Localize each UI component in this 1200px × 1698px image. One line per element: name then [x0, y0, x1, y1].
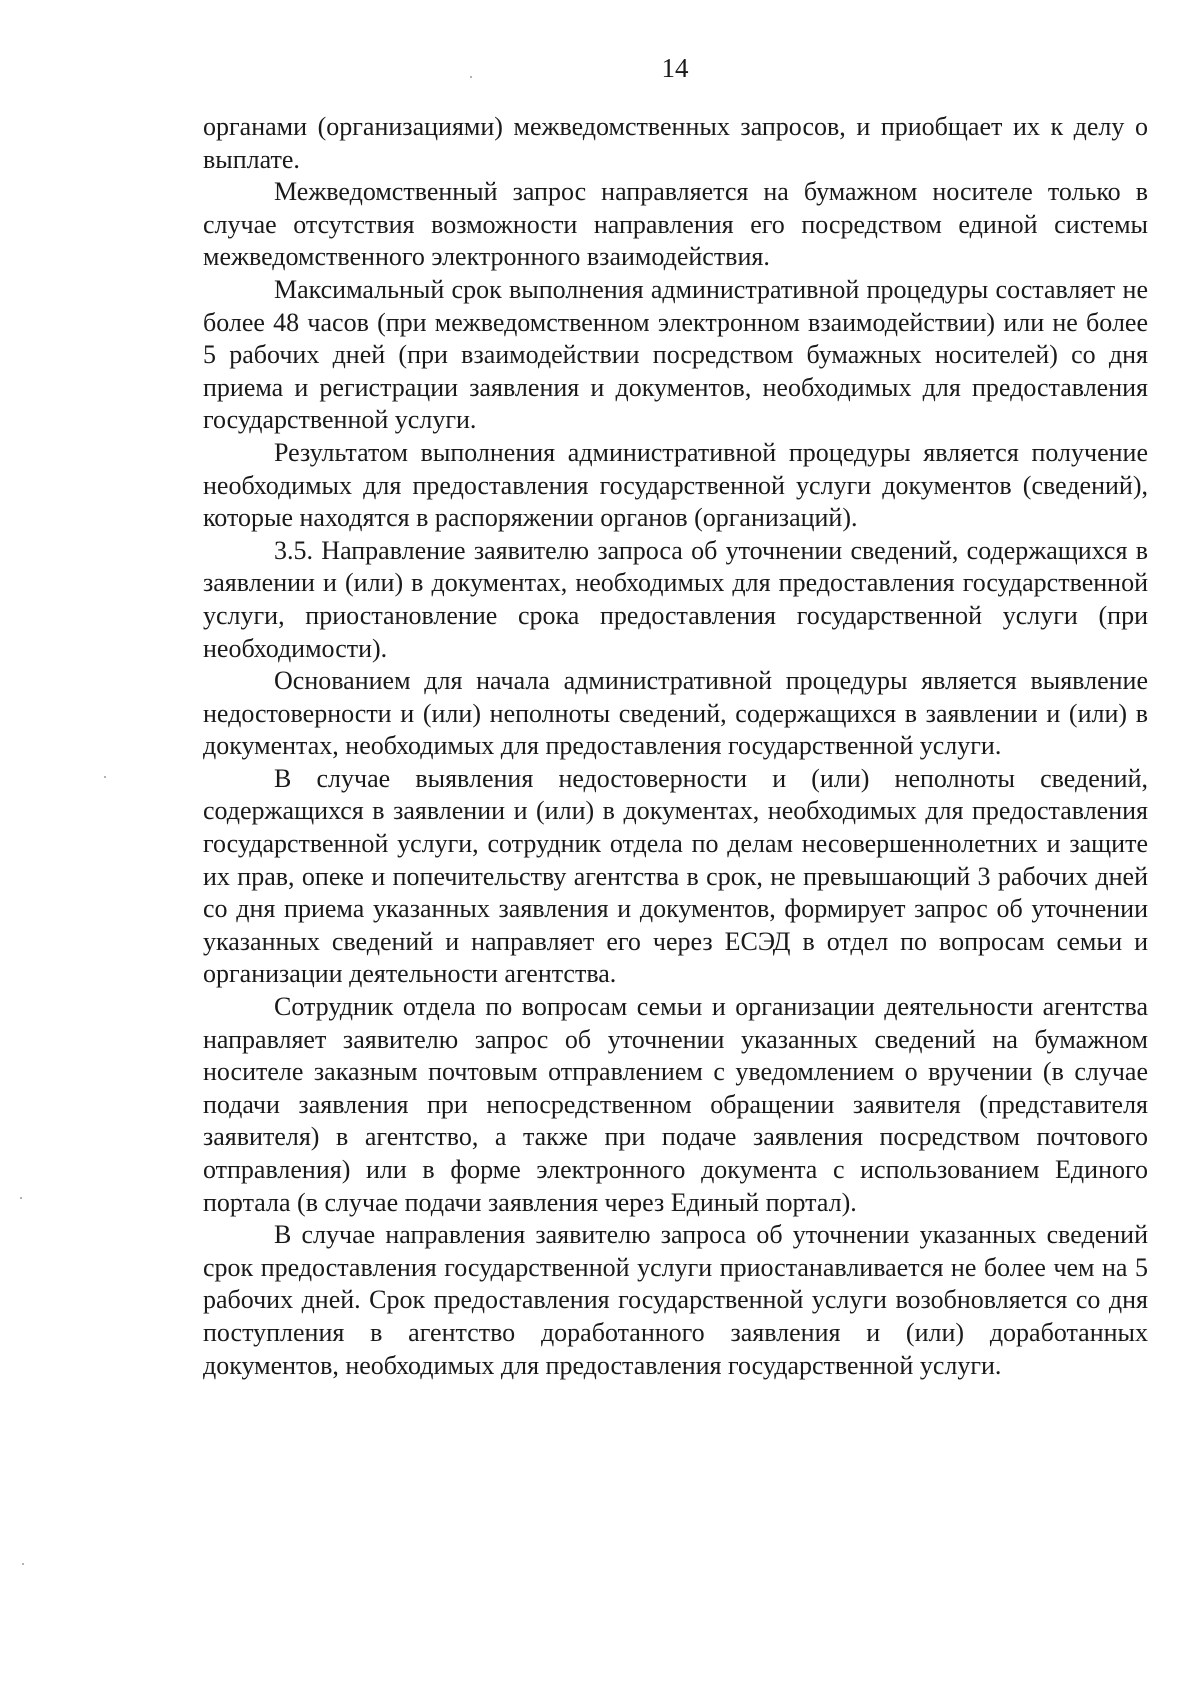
paragraph: Результатом выполнения административной процедуры является получение необходимых для предоставления государственной услуги документов (сведений), которые находятся в распоряжении органов (организаций).: [203, 437, 1148, 533]
scan-speck: [104, 776, 106, 778]
scan-speck: [20, 1197, 22, 1199]
scan-speck: [22, 1563, 24, 1565]
paragraph: В случае выявления недостоверности и (или) неполноты сведений, содержащихся в заявлении и (или) в документах, необходимых для предоставления государственной услуги, сотрудник отдела по делам несовершеннолетних и защите их прав, опеке и попечительству агентства в срок, не превышающий 3 рабочих дней со дня приема указанных заявления и документов, формирует запрос об уточнении указанных сведений и направляет его через ЕСЭД в отдел по вопросам семьи и организации деятельности агентства.: [203, 763, 1148, 989]
paragraph: Основанием для начала административной процедуры является выявление недостоверности и (или) неполноты сведений, содержащихся в заявлении и (или) в документах, необходимых для предоставления государственной услуги.: [203, 666, 1148, 761]
document-body: [203, 111, 1148, 1382]
section-heading-paragraph: 3.5. Направление заявителю запроса об уточнении сведений, содержащихся в заявлении и (или) в документах, необходимых для предоставления государственной услуги, приостановление срока предоставления государственной услуги (при необходимости).: [203, 535, 1148, 663]
paragraph: Максимальный срок выполнения административной процедуры составляет не более 48 часов (при межведомственном электронном взаимодействии) или не более 5 рабочих дней (при взаимодействии посредством бумажных носителей) со дня приема и регистрации заявления и документов, необходимых для предоставления государственной услуги.: [203, 274, 1148, 435]
page-number: 14: [661, 53, 689, 83]
scan-speck: [470, 76, 472, 78]
paragraph: Межведомственный запрос направляется на бумажном носителе только в случае отсутствия возможности направления его посредством единой системы межведомственного электронного взаимодействия.: [203, 177, 1148, 272]
paragraph: Сотрудник отдела по вопросам семьи и организации деятельности агентства направляет заявителю запрос об уточнении указанных сведений на бумажном носителе заказным почтовым отправлением с уведомлением о вручении (в случае подачи заявления при непосредственном обращении заявителя (представителя заявителя) в агентство, а также при подаче заявления посредством почтового отправления) или в форме электронного документа с использованием Единого портала (в случае подачи заявления через Единый портал).: [203, 992, 1148, 1217]
paragraph-continuation: органами (организациями) межведомственных запросов, и приобщает их к делу о выплате.: [203, 112, 1148, 174]
paragraph: В случае направления заявителю запроса об уточнении указанных сведений срок предоставления государственной услуги приостанавливается не более чем на 5 рабочих дней. Срок предоставления государственной услуги возобновляется со дня поступления в агентство доработанного заявления и (или) доработанных документов, необходимых для предоставления государственной услуги.: [203, 1220, 1148, 1380]
